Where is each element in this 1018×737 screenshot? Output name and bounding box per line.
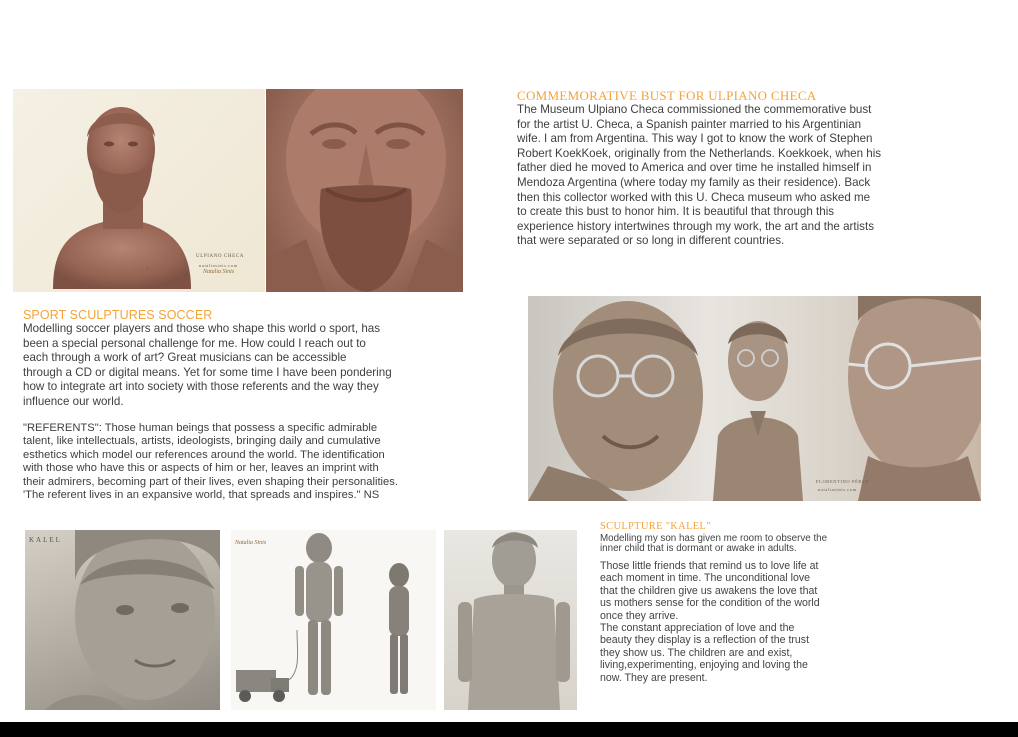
bust-page-number: 1 [146, 267, 150, 272]
kalel-closeup-illustration [25, 530, 220, 710]
kalel-signature: Natalia Sinis [235, 540, 267, 546]
section3-para2 [600, 622, 870, 684]
section2-line: through a CD or digital means. Yet for some time I have been pondering [23, 365, 392, 379]
section3-line: us mothers sense for the condition of the world [600, 597, 820, 610]
section3-line: that the children give us awakens the love that [600, 584, 818, 597]
section3-line: they show us. The children are and exist, [600, 646, 793, 659]
bust-signature: Natalia Sinis [203, 269, 235, 275]
section1-line: father died he moved to America and over time he installed himself in [517, 161, 872, 175]
section1-line: to create this bust to honor him. It is beautiful that through this [517, 205, 835, 219]
section2-para1 [23, 322, 441, 410]
kalel-full-figure-photo [231, 530, 436, 710]
section2-line: how to integrate art into society with those referents and the way they [23, 380, 379, 394]
section2-line: influence our world. [23, 394, 124, 408]
section3-title: SCULPTURE "KALEL" [600, 521, 711, 532]
section3-intro [600, 534, 872, 555]
section2-line: esthetics which model our references around the world. The identification [23, 448, 385, 461]
kalel-image-tag: KALEL [29, 536, 62, 544]
section2-line: their admirers, becoming part of their lives, even shaping their personalities. [23, 475, 398, 488]
section3-para1 [600, 560, 870, 622]
soccer-bust-photo [528, 296, 981, 501]
section3-line: now. They are present. [600, 671, 708, 684]
section1-line: for the artist U. Checa, a Spanish painter married to his Argentinian [517, 117, 862, 131]
section1-title: COMMEMORATIVE BUST FOR ULPIANO CHECA [517, 88, 817, 103]
bust-closeup-illustration [266, 89, 463, 292]
section1-line: wife. I am from Argentina. This way I got to know the work of Stephen [517, 132, 873, 146]
section1-body [517, 103, 943, 249]
bottom-black-bar [0, 722, 1018, 737]
section2-line: talent, like intellectuals, artists, ideologists, bringing daily and cumulative [23, 435, 381, 448]
section1-line: experience history intertwines through my work, the art and the artists [517, 219, 874, 233]
section3-line: The constant appreciation of love and the [600, 622, 795, 634]
section2-line: with those who have this or aspects of him or her, leaves an imprint with [23, 462, 379, 475]
section3-line: once they arrive. [600, 609, 679, 622]
section1-line: that were separated or so long in different countries. [517, 234, 785, 248]
section1-line: Mendoza Argentina (where today my family as their residence). Back [517, 175, 871, 189]
section2-line: Modelling soccer players and those who shape this world o sport, has [23, 322, 381, 335]
section2-title: SPORT SCULPTURES SOCCER [23, 308, 213, 322]
section2-line: been a special personal challenge for me. How could I reach out to [23, 336, 366, 350]
kalel-closeup-photo [25, 530, 220, 710]
section3-line: inner child that is dormant or awake in adults. [600, 543, 797, 555]
bust-photo-full [13, 89, 265, 292]
bust-photo-closeup [266, 89, 463, 292]
bust-caption-site: nataliasinis.com [199, 263, 238, 268]
section3-line: beauty they display is a reflection of the trust [600, 634, 810, 647]
kalel-figure-illustration [231, 530, 436, 710]
soccer-caption-name: FLORENTINO PÉREZ [816, 479, 869, 484]
section1-line: The Museum Ulpiano Checa commissioned the commemorative bust [517, 103, 872, 116]
section3-line: Those little friends that remind us to love life at [600, 560, 819, 572]
kalel-torso-illustration [444, 530, 577, 710]
soccer-bust-illustration [528, 296, 981, 501]
soccer-caption-site: nataliasinis.com [818, 487, 857, 492]
section3-line: living,experimenting, enjoying and loving the [600, 659, 808, 672]
section3-line: each moment in time. The unconditional love [600, 572, 811, 585]
kalel-torso-photo [444, 530, 577, 710]
bust-illustration [13, 89, 265, 292]
section2-line: "REFERENTS": Those human beings that possess a specific admirable [23, 422, 378, 434]
section3-line: Modelling my son has given me room to observe the [600, 533, 828, 544]
section2-line: each through a work of art? Great musicians can be accessible [23, 351, 347, 365]
section1-line: then this collector worked with this U. Checa museum who asked me [517, 190, 871, 204]
section1-line: Robert KoekKoek, originally from the Netherlands. Koekkoek, when his [517, 146, 882, 160]
section2-line: 'The referent lives in an expansive world, that spreads and inspires." NS [23, 489, 380, 502]
bust-caption-name: ULPIANO CHECA [196, 254, 244, 259]
section2-para2 [23, 422, 441, 502]
